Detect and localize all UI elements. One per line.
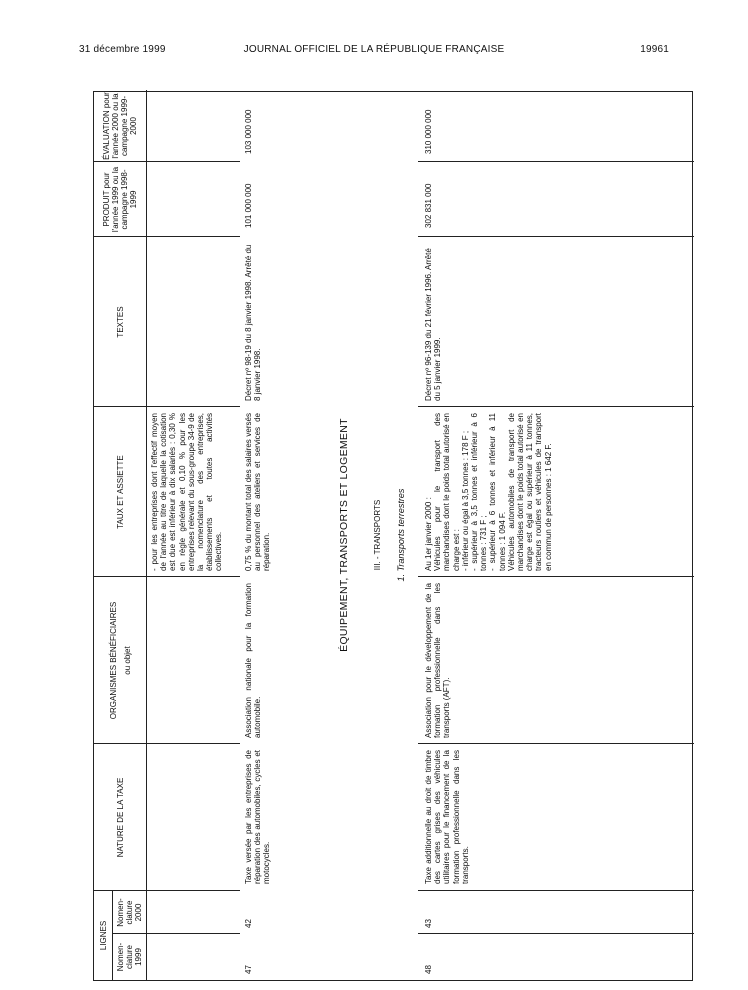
row47-evaluation: 103 000 000 [244,109,253,154]
row47-nomenclature-1999: 47 [244,965,253,974]
row48-taux-line: - inférieur ou égal à 3,5 tonnes : 178 F ; [460,430,470,571]
header-organismes [94,577,146,744]
row48-textes: Décret nº 96-139 du 21 février 1996. Arrêté du 5 janvier 1999. [424,248,443,401]
section-subtitle: III. - TRANSPORTS [373,499,382,571]
header-nature: NATURE DE LA TAXE [115,777,125,858]
continuation-taux: - pour les entreprises dont l'effectif moyen de l'année au titre de laquelle la cotisation est due est inférieur à dix salariés : 0,30 % en règle générale et 0,10 % pour les entreprises relevant du sous-groupe 34-9 de la nomenclature des entreprises, établissements et toutes activités collectives. [150,413,224,571]
grid-line [418,406,694,407]
row48-taux-line: Véhicules automobiles de transport de marchandises dont le poids total autorisé en charge est égal ou supérieur à 11 tonnes, tracteurs routiers et véhicules de transport en commun de personnes : 1 642 F. [506,413,553,571]
section-subsection: 1. Transports terrestres [396,488,406,582]
header-taux: TAUX ET ASSIETTE [115,455,125,529]
header-date: 31 décembre 1999 [79,44,166,55]
row47-produit: 101 000 000 [244,183,253,228]
row48-taux-line: - supérieur à 3,5 tonnes et inférieur à 6 tonnes : 731 F ; [470,413,489,571]
grid-line [418,576,694,577]
grid-line [418,933,694,934]
header-textes: TEXTES [115,306,125,338]
grid-line [112,933,146,934]
row48-taux-line: Véhicules pour le transport des marchandises dont le poids total autorisé en charge est : [433,413,461,571]
row48-nature: Taxe additionnelle au droit de timbre des cartes grises des véhicules utilitaires pour le financement de la formation professionnelle dans les transports. [424,750,470,884]
tax-table [93,91,693,981]
grid-line [418,743,694,744]
header-nomenclature-2000: Nomen-clature 2000 [115,898,143,927]
row47-textes: Décret nº 98-19 du 8 janvier 1998. Arrêté du 8 janvier 1998. [244,244,263,401]
header-lignes: LIGNES [98,920,108,951]
row47-organisme: Association nationale pour la formation automobile. [244,583,263,738]
row48-taux-line: - supérieur à 6 tonnes et inférieur à 11 tonnes : 1 094 F. [488,413,507,571]
row48-nomenclature-2000: 43 [424,919,433,928]
header-produit: PRODUIT pour l'année 1999 ou la campagne 1998-1999 [102,166,138,233]
row48-organisme: Association pour le développement de la formation professionnelle dans les transports (AFT). [424,583,452,738]
header-nomenclature-1999: Nomen-clature 1999 [115,942,143,972]
section-title: ÉQUIPEMENT, TRANSPORTS ET LOGEMENT [338,418,350,652]
rotated-page-content [93,91,693,981]
row47-nature: Taxe versée par les entreprises de réparation des automobiles, cycles et motocycles. [244,750,272,884]
grid-line [418,161,694,162]
page-number: 19961 [640,44,669,55]
row48-nomenclature-1999: 48 [424,965,433,974]
row48-taux-intro: Au 1er janvier 2000 : [424,497,433,571]
row47-nomenclature-2000: 42 [244,919,253,928]
row48-produit: 302 831 000 [424,183,433,228]
grid-line [146,933,240,934]
journal-title: JOURNAL OFFICIEL DE LA RÉPUBLIQUE FRANÇAISE [243,44,505,55]
grid-line [418,890,694,891]
grid-line [94,161,240,162]
row48-evaluation: 310 000 000 [424,109,433,154]
header-organismes-line1: ORGANISMES BÉNÉFICIAIRES [108,601,118,720]
grid-line [418,236,694,237]
grid-line [146,90,147,980]
row47-taux: 0,75 % du montant total des salaires versés au personnel des ateliers et services de réparation. [244,413,272,571]
header-evaluation: ÉVALUATION pour l'année 2000 ou la campagne 1999-2000 [102,92,138,160]
row48-taux [424,413,553,571]
header-organismes-line2: ou objet [122,646,132,675]
